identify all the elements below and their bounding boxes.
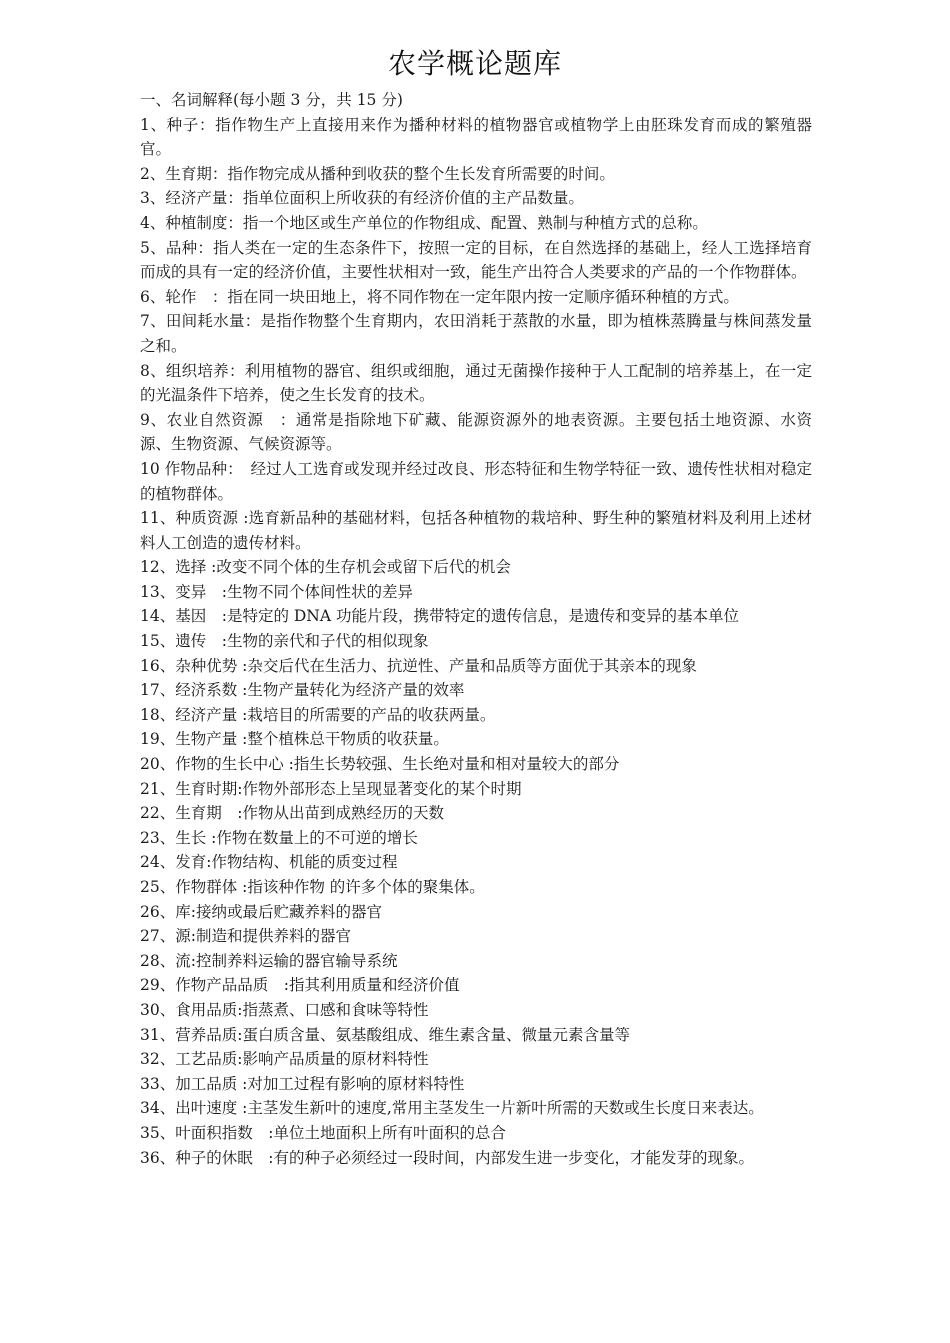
term-entry-13: 13、变异 :生物不同个体间性状的差异: [140, 582, 413, 601]
term-entry-20: 20、作物的生长中心 :指生长势较强、生长绝对量和相对量较大的部分: [140, 755, 620, 774]
term-entry-32: 32、工艺品质:影响产品质量的原材料特性: [140, 1050, 429, 1069]
term-entry-29: 29、作物产品品质 :指其利用质量和经济价值: [140, 976, 460, 995]
section-heading: 一、名词解释(每小题 3 分，共 15 分): [140, 91, 403, 109]
term-entry-18: 18、经济产量 :栽培目的所需要的产品的收获两量。: [140, 705, 496, 724]
term-entry-16: 16、杂种优势 :杂交后代在生活力、抗逆性、产量和品质等方面优于其亲本的现象: [140, 656, 697, 675]
term-entry-10: 10 作物品种： 经过人工选育或发现并经过改良、形态特征和生物学特征一致、遗传性状相对稳定的植物群体。: [140, 459, 812, 503]
term-entry-35: 35、叶面积指数 :单位土地面积上所有叶面积的总合: [140, 1123, 506, 1142]
term-entry-12: 12、选择 :改变不同个体的生存机会或留下后代的机会: [140, 558, 511, 577]
term-entry-34: 34、出叶速度 :主茎发生新叶的速度,常用主茎发生一片新叶所需的天数或生长度日来表达。: [140, 1099, 764, 1118]
term-entry-33: 33、加工品质 :对加工过程有影响的原材料特性: [140, 1074, 465, 1093]
term-entry-23: 23、生长 :作物在数量上的不可逆的增长: [140, 828, 418, 847]
term-entry-31: 31、营养品质:蛋白质含量、氨基酸组成、维生素含量、微量元素含量等: [140, 1025, 630, 1044]
term-entry-17: 17、经济系数 :生物产量转化为经济产量的效率: [140, 681, 465, 700]
document-content: [140, 88, 812, 1170]
term-entry-11: 11、种质资源 :选育新品种的基础材料，包括各种植物的栽培种、野生种的繁殖材料及利用上述材料人工创造的遗传材料。: [140, 509, 812, 552]
term-entry-1: 1、种子：指作物生产上直接用来作为播种材料的植物器官或植物学上由胚珠发育而成的繁殖器官。: [140, 115, 812, 159]
term-entry-30: 30、食用品质:指蒸煮、口感和食味等特性: [140, 1000, 429, 1019]
term-entry-21: 21、生育时期:作物外部形态上呈现显著变化的某个时期: [140, 779, 522, 798]
term-entry-2: 2、生育期：指作物完成从播种到收获的整个生长发育所需要的时间。: [140, 164, 615, 183]
term-entry-7: 7、田间耗水量：是指作物整个生育期内，农田消耗于蒸散的水量，即为植株蒸腾量与株间蒸发量之和。: [140, 312, 812, 355]
term-entry-8: 8、组织培养：利用植物的器官、组织或细胞，通过无菌操作接种于人工配制的培养基上，在一定的光温条件下培养，使之生长发育的技术。: [140, 361, 812, 405]
term-entry-3: 3、经济产量：指单位面积上所收获的有经济价值的主产品数量。: [140, 189, 584, 208]
term-entry-19: 19、生物产量 :整个植株总干物质的收获量。: [140, 730, 449, 749]
term-entry-36: 36、种子的休眠 :有的种子必须经过一段时间，内部发生进一步变化，才能发芽的现象。: [140, 1148, 754, 1167]
term-entry-26: 26、库:接纳或最后贮藏养料的器官: [140, 902, 382, 921]
term-entry-24: 24、发育:作物结构、机能的质变过程: [140, 853, 398, 872]
term-entry-5: 5、品种：指人类在一定的生态条件下，按照一定的目标，在自然选择的基础上，经人工选择培育而成的具有一定的经济价值，主要性状相对一致，能生产出符合人类要求的产品的一个作物群体。: [140, 238, 812, 282]
term-entry-15: 15、遗传 :生物的亲代和子代的相似现象: [140, 632, 429, 651]
term-entry-6: 6、轮作 ：指在同一块田地上，将不同作物在一定年限内按一定顺序循环种植的方式。: [140, 287, 739, 306]
term-entry-25: 25、作物群体 :指该种作物 的许多个体的聚集体。: [140, 878, 485, 896]
term-entry-22: 22、生育期 :作物从出苗到成熟经历的天数: [140, 804, 444, 823]
term-entry-14: 14、基因 :是特定的 DNA 功能片段，携带特定的遗传信息，是遗传和变异的基本单位: [140, 607, 739, 626]
term-entry-28: 28、流:控制养料运输的器官输导系统: [140, 951, 398, 970]
term-entry-4: 4、种植制度：指一个地区或生产单位的作物组成、配置、熟制与种植方式的总称。: [140, 213, 708, 232]
term-entry-27: 27、源:制造和提供养料的器官: [140, 927, 351, 946]
term-entry-9: 9、农业自然资源 ：通常是指除地下矿藏、能源资源外的地表资源。主要包括土地资源、水资源、生物资源、气候资源等。: [140, 410, 812, 454]
document-title: 农学概论题库: [387, 47, 562, 80]
